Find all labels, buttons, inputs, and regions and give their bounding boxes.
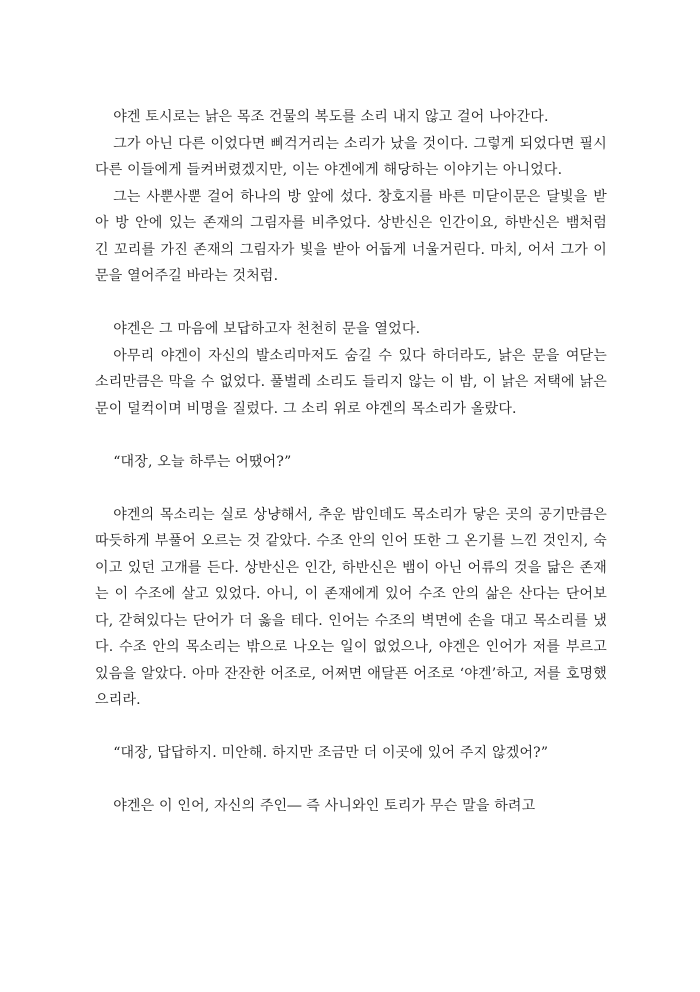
paragraph: 야겐은 이 인어, 자신의 주인― 즉 사니와인 토리가 무슨 말을 하려고: [113, 798, 536, 814]
paragraph: 그는 사뿐사뿐 걸어 하나의 방 앞에 섰다. 창호지를 바른 미닫이문은 달빛을 받아 방 안에 있는 존재의 그림자를 비추었다. 상반신은 인간이요, 하반신은 뱀처럼 긴 꼬리를 가진 존재의 그림자가 빛을 받아 어둡게 너울거린다. 마치, 어서 그가 이 문을 열어주길 바라는 것처럼.: [95, 188, 607, 284]
paragraph-gap: [95, 290, 607, 317]
paragraph-gap: [95, 714, 607, 741]
paragraph-gap: [95, 767, 607, 794]
paragraph-gap: [95, 475, 607, 502]
paragraph: 그가 아닌 다른 이었다면 삐걱거리는 소리가 났을 것이다. 그렇게 되었다면 필시 다른 이들에게 들켜버렸겠지만, 이는 야겐에게 해당하는 이야기는 아니었다.: [95, 135, 607, 178]
paragraph: “대장, 답답하지. 미안해. 하지만 조금만 더 이곳에 있어 주지 않겠어?”: [113, 745, 549, 761]
paragraph: 야겐 토시로는 낡은 목조 건물의 복도를 소리 내지 않고 걸어 나아간다.: [113, 109, 549, 125]
paragraph: “대장, 오늘 하루는 어땠어?”: [113, 453, 292, 470]
paragraph-gap: [95, 422, 607, 449]
paragraph: 아무리 야겐이 자신의 발소리마저도 숨길 수 있다 하더라도, 낡은 문을 여닫는 소리만큼은 막을 수 없었다. 풀벌레 소리도 들리지 않는 이 밤, 이 낡은 저택에 낡은 문이 덜컥이며 비명을 질렀다. 그 소리 위로 야겐의 목소리가 올랐다.: [95, 347, 607, 417]
body-text: [95, 104, 607, 820]
paragraph: 야겐은 그 마음에 보답하고자 천천히 문을 열었다.: [113, 321, 421, 337]
paragraph: 야겐의 목소리는 실로 상냥해서, 추운 밤인데도 목소리가 닿은 곳의 공기만큼은 따듯하게 부풀어 오르는 것 같았다. 수조 안의 인어 또한 그 온기를 느낀 것인지, 숙이고 있던 고개를 든다. 상반신은 인간, 하반신은 뱀이 아닌 어류의 것을 닮은 존재는 이 수조에 살고 있었다. 아니, 이 존재에게 있어 수조 안의 삶은 산다는 단어보다, 갇혀있다는 단어가 더 옳을 테다. 인어는 수조의 벽면에 손을 대고 목소리를 냈다. 수조 안의 목소리는 밖으로 나오는 일이 없었으나, 야겐은 인어가 저를 부르고 있음을 알았다. 아마 잔잔한 어조로, 어쩌면 애달픈 어조로 ‘야겐’하고, 저를 호명했으리라.: [95, 506, 607, 708]
